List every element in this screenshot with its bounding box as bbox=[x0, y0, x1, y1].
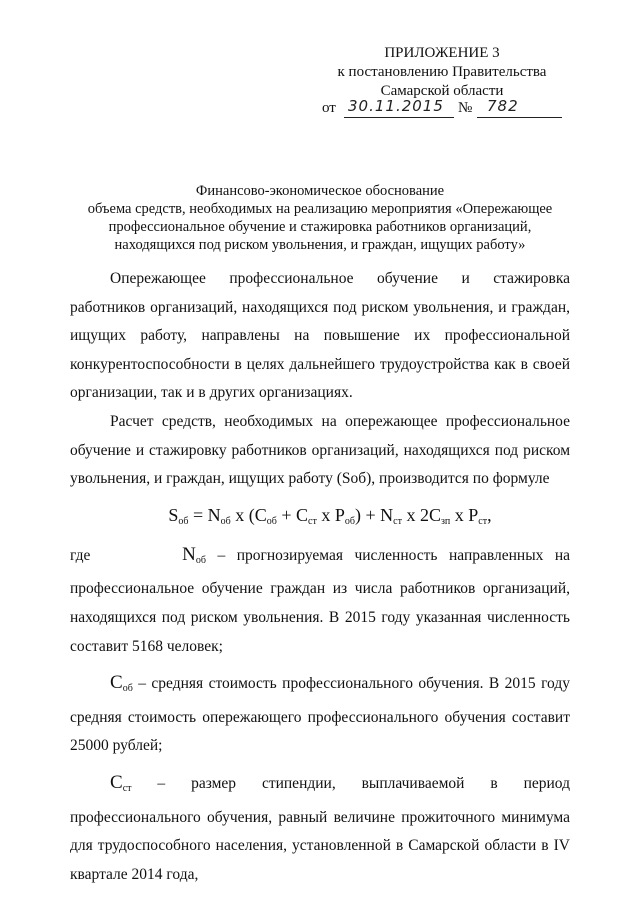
formula: $S_{об} = N_{об}$ x ($C_{об} + C_{ст}$ x $P_{об}) + N_{ст}$ x $2C_{зп}$ x $P_{ст}$, bbox=[168, 504, 492, 527]
where-word: где bbox=[70, 546, 91, 564]
annex-ref-line2: Самарской области bbox=[380, 83, 504, 99]
number-underline bbox=[477, 117, 562, 118]
paragraph-5: $C_{ст}$ – размер стипендии, выплачиваемой в период профессионального обучения, равный величине прожиточного минимума для трудоспособного населения, установленной в Самарской области в IV квартале 2014 года, bbox=[70, 771, 570, 883]
annex-title: ПРИЛОЖЕНИЕ 3 bbox=[384, 45, 500, 61]
annex-block bbox=[322, 44, 562, 116]
date-value: 30.11.2015 bbox=[348, 97, 444, 115]
heading-line-4: находящихся под риском увольнения, и граждан, ищущих работу» bbox=[114, 237, 526, 253]
document-heading bbox=[60, 182, 580, 254]
heading-line-2: объема средств, необходимых на реализацию мероприятия «Опережающее bbox=[87, 201, 553, 217]
annex-ref-line1: к постановлению Правительства bbox=[337, 64, 547, 80]
paragraph-3: где $N_{об}$ – прогнозируемая численность направленных на профессиональное обучение граждан из числа работников организаций, находящихся под риском увольнения. В 2015 году указанная численность составит 5168 человек; bbox=[70, 543, 571, 655]
paragraph-4: $C_{об}$ – средняя стоимость профессионального обучения. В 2015 году средняя стоимость опережающего профессионального обучения составит 25000 рублей; bbox=[70, 672, 570, 755]
date-underline bbox=[344, 117, 454, 118]
paragraph-1: Опережающее профессиональное обучение и стажировка работников организаций, находящихся под риском увольнения, и граждан, ищущих работу, направлены на повышение их профессиональной конкурентоспособности в целях дальнейшего трудоустройства как в своей организации, так и в других организациях. bbox=[70, 270, 570, 402]
heading-line-3: профессиональное обучение и стажировка работников организаций, bbox=[108, 219, 532, 235]
heading-line-1: Финансово-экономическое обоснование bbox=[195, 183, 445, 199]
var-nob: $N_{об}$ bbox=[182, 543, 206, 566]
number-prefix: № bbox=[458, 100, 473, 116]
annex-date-number bbox=[322, 99, 562, 121]
var-cst: $C_{ст}$ bbox=[110, 771, 132, 794]
var-cob: $C_{об}$ bbox=[110, 672, 133, 695]
date-prefix: от bbox=[322, 100, 336, 116]
document-body bbox=[70, 265, 570, 889]
paragraph-2: Расчет средств, необходимых на опережающее профессиональное обучение и стажировку работников организаций, находящихся под риском увольнения, и граждан, ищущих работу (Sоб), производится по формуле bbox=[70, 412, 570, 488]
number-value: 782 bbox=[487, 97, 519, 115]
